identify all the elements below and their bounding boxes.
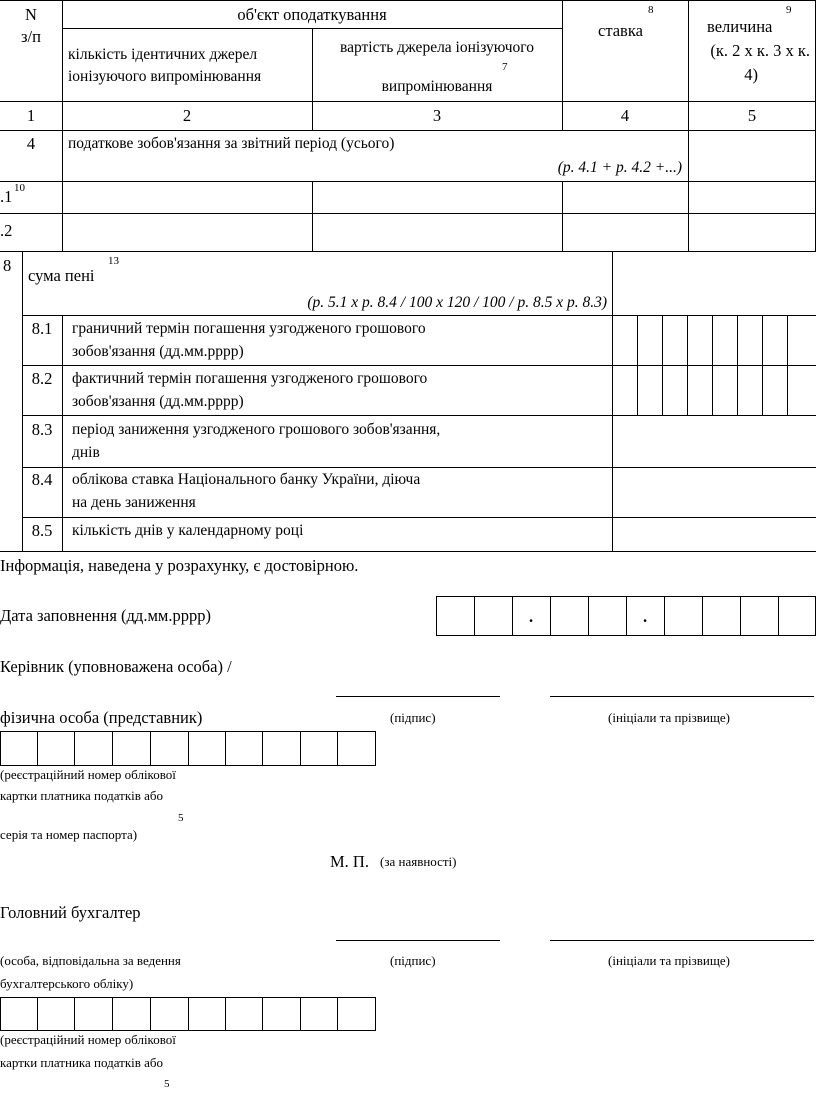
accountant-reg-sup: 5: [164, 1078, 170, 1090]
signature-caption: (підпис): [390, 710, 436, 725]
subrow-line: днів: [72, 444, 100, 461]
value-title-2: випромінювання: [381, 78, 493, 95]
subrow-num: 8.2: [31, 369, 53, 388]
row8-label: сума пені: [28, 266, 95, 285]
rate-sup: 8: [648, 4, 654, 16]
row42-num: .2: [0, 221, 13, 240]
amount-title: величина: [707, 17, 773, 36]
col-number: 4: [620, 106, 630, 125]
reg-caption-2: картки платника податків або: [0, 788, 164, 803]
date-dot: .: [529, 607, 534, 626]
subrow-line: зобов'язання (дд.мм.рррр): [72, 393, 244, 410]
row8-sup: 13: [108, 255, 119, 267]
subrow-line: зобов'язання (дд.мм.рррр): [72, 343, 244, 360]
accountant-signature-caption: (підпис): [390, 953, 436, 968]
info-statement: Інформація, наведена у розрахунку, є достовірною.: [0, 556, 359, 575]
reg-sup: 5: [178, 812, 184, 824]
value-title-1: вартість джерела іонізуючого: [339, 39, 535, 56]
initials-line[interactable]: [550, 696, 814, 697]
row4-formula: (р. 4.1 + р. 4.2 +...): [557, 159, 682, 176]
accountant-reg-number-field[interactable]: [0, 997, 376, 1031]
amount-formula-1: (к. 2 х к. 3 х к.: [710, 41, 810, 60]
col-number: 1: [26, 106, 36, 125]
date-dot: .: [643, 607, 648, 626]
stamp-label: М. П.: [330, 852, 369, 871]
reg-number-field[interactable]: [0, 731, 376, 766]
reg-caption-3: серія та номер паспорта): [0, 827, 138, 842]
subrow-line: фактичний термін погашення узгодженого грошового: [72, 370, 428, 387]
col-number: 3: [432, 106, 442, 125]
phys-label: фізична особа (представник): [0, 708, 203, 727]
qty-title-1: кількість ідентичних джерел: [68, 46, 258, 63]
object-title: об'єкт оподаткування: [237, 5, 387, 24]
signature-line[interactable]: [336, 696, 500, 697]
date-field[interactable]: [436, 596, 816, 636]
subrow-num: 8.3: [31, 420, 53, 439]
amount-formula-2: 4): [744, 65, 758, 84]
value-sup: 7: [502, 61, 508, 73]
accountant-reg-caption-1: (реєстраційний номер облікової: [0, 1032, 176, 1047]
amount-sup: 9: [786, 4, 792, 16]
rate-title: ставка: [598, 21, 643, 40]
date-label: Дата заповнення (дд.мм.рррр): [0, 606, 211, 625]
initials-caption: (ініціали та прізвище): [608, 710, 730, 725]
accountant-note-1: (особа, відповідальна за ведення: [0, 953, 181, 968]
stamp-note: (за наявності): [380, 854, 457, 869]
accountant-initials-line[interactable]: [550, 940, 814, 941]
row8-formula: (р. 5.1 х р. 8.4 / 100 х 120 / 100 / р. 8.5 х р. 8.3): [307, 294, 607, 311]
subrow-line: на день заниження: [72, 494, 196, 511]
subrow-line: граничний термін погашення узгодженого грошового: [72, 320, 426, 337]
qty-title-2: іонізуючого випромінювання: [68, 68, 262, 85]
row8-num: 8: [3, 256, 12, 275]
subrow-line: облікова ставка Національного банку України, діюча: [72, 471, 421, 488]
accountant-signature-line[interactable]: [336, 940, 500, 941]
accountant-reg-caption-2: картки платника податків або: [0, 1055, 164, 1070]
col-number: 5: [747, 106, 757, 125]
accountant-label: Головний бухгалтер: [0, 903, 141, 922]
reg-caption-1: (реєстраційний номер облікової: [0, 767, 176, 782]
row41-num: .1: [0, 187, 13, 206]
subrow-line: кількість днів у календарному році: [72, 522, 304, 539]
row41-sup: 10: [14, 182, 25, 194]
head-label: Керівник (уповноважена особа) /: [0, 657, 232, 676]
num-col-header: N: [25, 5, 37, 24]
row4-label: податкове зобов'язання за звітний період (усього): [68, 135, 395, 152]
col-number: 2: [182, 106, 192, 125]
subrow-num: 8.4: [31, 470, 53, 489]
subrow-num: 8.1: [31, 319, 53, 338]
num-col-header-sub: з/п: [21, 27, 41, 46]
accountant-initials-caption: (ініціали та прізвище): [608, 953, 730, 968]
subrow-line: період заниження узгодженого грошового зобов'язання,: [72, 421, 441, 438]
row4-num: 4: [26, 134, 36, 153]
accountant-note-2: бухгалтерського обліку): [0, 976, 134, 991]
subrow-num: 8.5: [31, 521, 53, 540]
